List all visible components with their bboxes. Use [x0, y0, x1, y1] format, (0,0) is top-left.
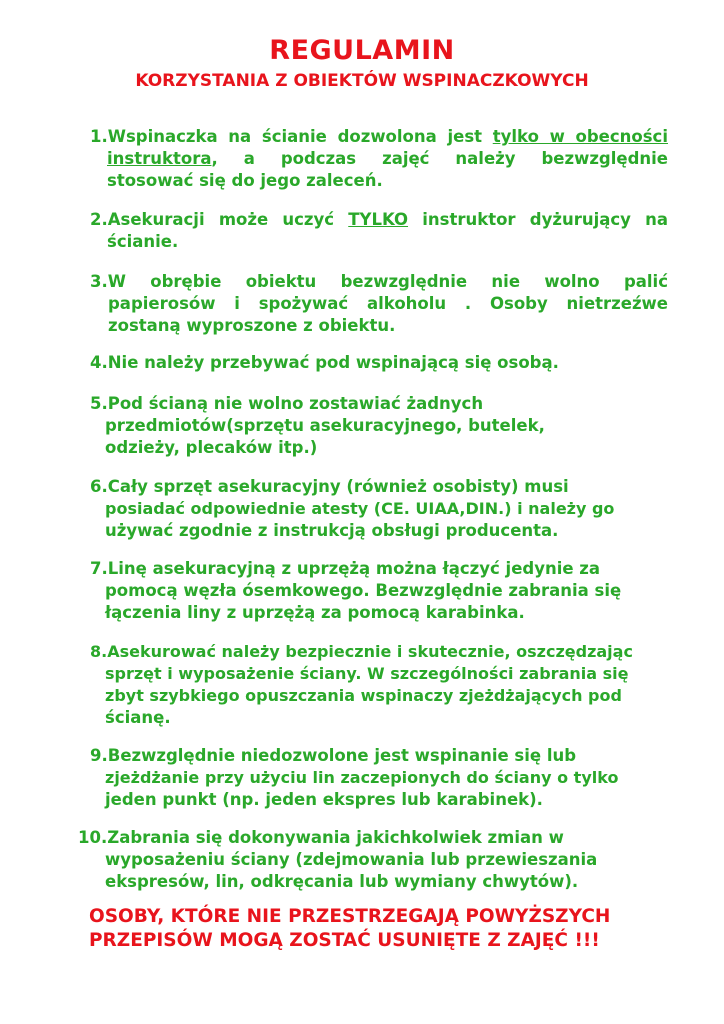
rule-text: stosować się do jego zaleceń. [107, 171, 383, 190]
rule-line [90, 209, 668, 231]
rule-text: posiadać odpowiednie atesty (CE. UIAA,DIN.) i należy go [105, 499, 615, 518]
rule-text: ekspresów, lin, odkręcania lub wymiany chwytów). [105, 872, 579, 891]
rule-text: łączenia liny z uprzężą za pomocą karabinka. [105, 603, 525, 622]
rule-1 [90, 126, 668, 192]
warning-notice [89, 905, 610, 953]
rule-number: 1. [90, 127, 108, 146]
rule-number: 6. [90, 477, 108, 496]
rule-text: zostaną wyproszone z obiektu. [108, 316, 396, 335]
rule-line [90, 767, 668, 789]
rule-text: wyposażeniu ściany (zdejmowania lub przewieszania [105, 850, 598, 869]
rule-line [78, 849, 668, 871]
rule-text: ścianie. [107, 232, 179, 251]
rule-number: 2. [90, 210, 108, 229]
rule-line [90, 707, 670, 729]
rule-9 [90, 745, 668, 811]
rule-3 [90, 271, 668, 337]
rule-text-underlined: tylko w obecności [492, 127, 668, 146]
rule-line [90, 170, 668, 192]
rule-text: pomocą węzła ósemkowego. Bezwzględnie zabrania się [105, 581, 622, 600]
rule-line [90, 315, 668, 337]
rule-text: używać zgodnie z instrukcją obsługi producenta. [105, 521, 559, 540]
rule-text: Nie należy przebywać pod wspinającą się osobą. [107, 353, 559, 372]
rule-line [90, 126, 668, 148]
page-subtitle: KORZYSTANIA Z OBIEKTÓW WSPINACZKOWYCH [135, 71, 589, 91]
rule-line [78, 827, 668, 849]
rule-text: papierosów i spożywać alkoholu . Osoby nietrzeźwe [108, 294, 668, 313]
rule-line [90, 520, 668, 542]
rule-8 [90, 641, 670, 729]
rule-line [90, 271, 668, 293]
rule-text: przedmiotów(sprzętu asekuracyjnego, butelek, [105, 416, 545, 435]
rule-line [90, 663, 670, 685]
page-title: REGULAMIN [269, 35, 455, 66]
rule-4 [90, 352, 668, 374]
rule-text: Asekuracji może uczyć [107, 210, 349, 229]
rule-text: Linę asekuracyjną z uprzężą można łączyć jedynie za [107, 559, 601, 578]
rule-text: jeden punkt (np. jeden ekspres lub karabinek). [105, 790, 543, 809]
rule-line [90, 393, 668, 415]
rule-line [90, 498, 668, 520]
rule-number: 7. [90, 559, 108, 578]
rule-text: sprzęt i wyposażenie ściany. W szczególności zabrania się [105, 664, 629, 683]
rule-text: zbyt szybkiego opuszczania wspinaczy zjeżdżających pod [105, 686, 622, 705]
rule-number: 4. [90, 353, 108, 372]
rule-line [90, 580, 668, 602]
rule-text: Wspinaczka na ścianie dozwolona jest [107, 127, 493, 146]
rule-text: Cały sprzęt asekuracyjny (również osobisty) musi [107, 477, 569, 496]
rule-line [90, 745, 668, 767]
rule-line [90, 558, 668, 580]
rule-text-underlined: instruktora [107, 149, 212, 168]
rule-2 [90, 209, 668, 253]
rule-text: Asekurować należy bezpiecznie i skutecznie, oszczędzając [107, 642, 633, 661]
rule-number: 5. [90, 394, 108, 413]
rule-number: 8. [90, 642, 108, 661]
rule-text: zjeżdżanie przy użyciu lin zaczepionych do ściany o tylko [105, 768, 619, 787]
rule-10 [78, 827, 668, 893]
rule-number: 10. [78, 828, 108, 847]
rule-line [90, 789, 668, 811]
rule-line [90, 352, 668, 374]
warning-line: OSOBY, KTÓRE NIE PRZESTRZEGAJĄ POWYŻSZYCH [89, 906, 611, 927]
rule-text: instruktor dyżurujący na [408, 210, 668, 229]
rule-line [90, 476, 668, 498]
rule-line [90, 437, 668, 459]
rule-7 [90, 558, 668, 624]
rule-5 [90, 393, 668, 459]
rule-text: W obrębie obiektu bezwzględnie nie wolno palić [107, 272, 668, 291]
warning-line: PRZEPISÓW MOGĄ ZOSTAĆ USUNIĘTE Z ZAJĘĆ !!! [89, 930, 600, 951]
rule-text: , a podczas zajęć należy bezwzględnie [211, 149, 668, 168]
rule-text: Pod ścianą nie wolno zostawiać żadnych [107, 394, 484, 413]
rule-line [90, 293, 668, 315]
rule-text: odzieży, plecaków itp.) [105, 438, 318, 457]
rule-line [90, 231, 668, 253]
rule-number: 3. [90, 272, 108, 291]
rule-line [90, 685, 670, 707]
rule-line [90, 641, 670, 663]
rule-number: 9. [90, 746, 108, 765]
rule-text: ścianę. [105, 708, 171, 727]
rule-line [90, 602, 668, 624]
rule-text: Bezwzględnie niedozwolone jest wspinanie się lub [107, 746, 577, 765]
rule-line [90, 148, 668, 170]
rule-text-underlined: TYLKO [348, 210, 409, 229]
rule-line [78, 871, 668, 893]
rule-text: Zabrania się dokonywania jakichkolwiek zmian w [107, 828, 564, 847]
rule-line [90, 415, 668, 437]
rule-6 [90, 476, 668, 542]
